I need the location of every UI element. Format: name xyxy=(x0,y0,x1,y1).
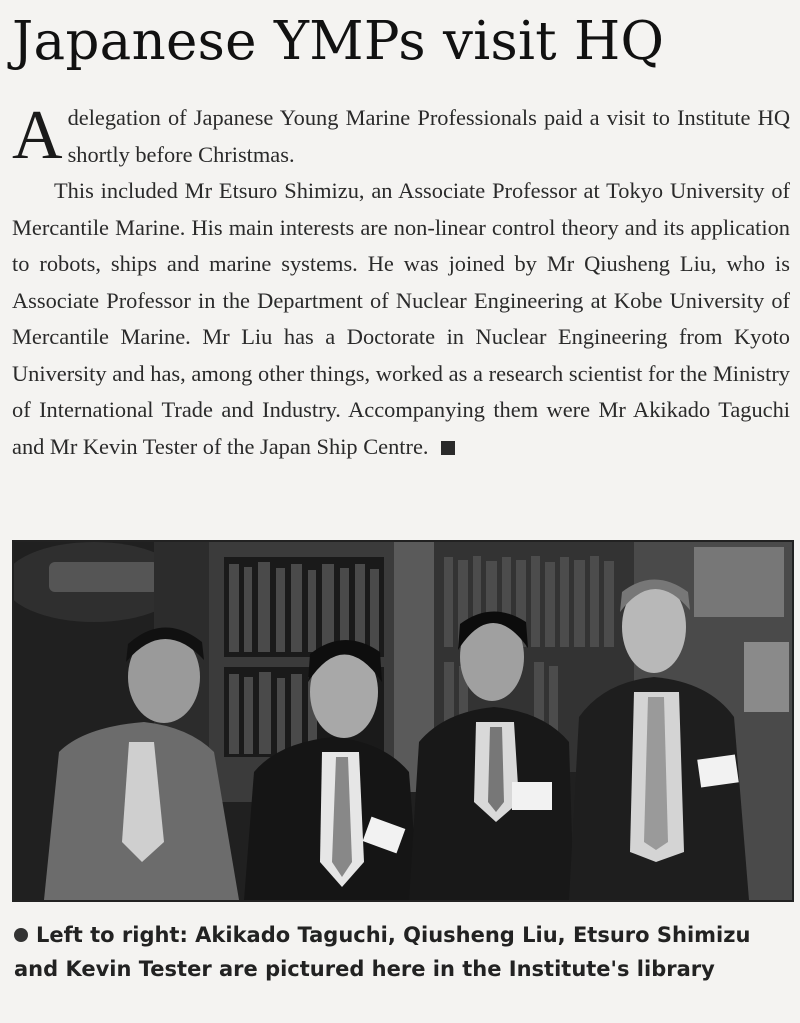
photo-illustration xyxy=(14,542,792,900)
paragraph-body xyxy=(12,173,790,465)
library-photo xyxy=(12,540,794,902)
headline: Japanese YMPs visit HQ xyxy=(12,11,665,72)
paragraph-intro-text: delegation of Japanese Young Marine Professionals paid a visit to Institute HQ shortly before Christmas. xyxy=(67,105,790,167)
drop-cap: A xyxy=(12,97,63,174)
photo-caption xyxy=(14,918,790,986)
end-of-article-mark xyxy=(441,441,455,455)
article-body xyxy=(12,97,790,465)
paragraph-intro xyxy=(12,97,790,174)
photo-caption-text: Left to right: Akikado Taguchi, Qiusheng Liu, Etsuro Shimizu and Kevin Tester are pictured here in the Institute's library xyxy=(14,923,751,981)
caption-bullet-icon xyxy=(14,928,28,942)
paragraph-body-text: This included Mr Etsuro Shimizu, an Associate Professor at Tokyo University of Mercantile Marine. His main interests are non-linear control theory and its application to robots, ships and marine systems. He was joined by Mr Qiusheng Liu, who is Associate Professor in the Department of Nuclear Engineering at Kobe University of Mercantile Marine. Mr Liu has a Doctorate in Nuclear Engineering from Kyoto University and has, among other things, worked as a research scientist for the Ministry of International Trade and Industry. Accompanying them were Mr Akikado Taguchi and Mr Kevin Tester of the Japan Ship Centre. xyxy=(12,178,790,459)
